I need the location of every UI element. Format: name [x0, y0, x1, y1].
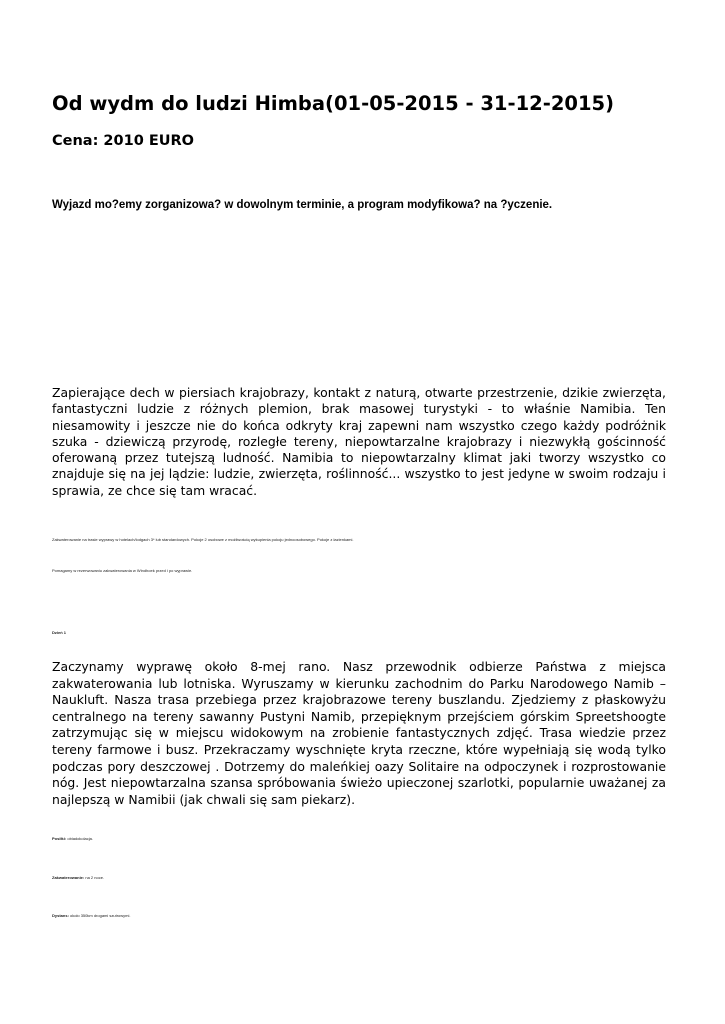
stay-value: na 2 noce.	[85, 875, 105, 880]
stay-row	[52, 875, 104, 881]
day-heading	[52, 630, 66, 636]
meals-label: Posiłki:	[52, 836, 67, 841]
stay-label: Zakwaterowanie:	[52, 875, 85, 880]
day-description: Zaczynamy wyprawę około 8-mej rano. Nasz przewodnik odbierze Państwa z miejsca zakwaterowania lub lotniska. Wyruszamy w kierunku zachodnim do Parku Narodowego Namib – Naukluft. Nasza trasa przebiega przez krajobrazowe tereny buszlandu. Zjedziemy z płaskowyżu centralnego na tereny sawanny Pustyni Namib, przepięknym przejściem górskim Spreetshoogte zatrzymując się w miejscu widokowym na zrobienie fantastycznych zdjęć. Trasa wiedzie przez tereny farmowe i busz. Przekraczamy wyschnięte kryta rzeczne, które wypełniają się wodą tylko podczas pory deszczowej . Dotrzemy do maleńkiej oazy Solitaire na odpoczynek i rozprostowanie nóg. Jest niepowtarzalna szansa spróbowania świeżo upieczonej szarlotki, popularnie uważanej za najlepszą w Namibii (jak chwali się sam piekarz).	[52, 659, 666, 807]
meals-row	[52, 836, 93, 842]
accommodation-note: Zakwaterowanie na trasie wyprawy w hotelach/lodgach 3* lub standardowych. Pokoje 2 osobowe z możliwością wykupienia pokoju jednoosobowego. Pokoje z łazienkami.	[52, 537, 354, 542]
custom-dates-note: Wyjazd mo?emy zorganizowa? w dowolnym terminie, a program modyfikowa? na ?yczenie.	[52, 199, 553, 211]
day-heading-label: Dzień 1	[52, 630, 67, 635]
intro-paragraph: Zapierające dech w piersiach krajobrazy, kontakt z naturą, otwarte przestrzenie, dzikie zwierzęta, fantastyczni ludzie z różnych plemion, brak masowej turystyki - to właśnie Namibia. Ten niesamowity i jeszcze nie do końca odkryty kraj zapewni nam wszystko czego każdy podróżnik szuka - dziewiczą przyrodę, rozległe tereny, niepowtarzalne krajobrazy i niezwykłą gościnność oferowaną przez tutejszą ludność. Namibia to niepowtarzalny klimat jaki tworzy wszystko co znajduje się na jej lądzie: ludzie, zwierzęta, roślinność... wszystko to jest jedyne w swoim rodzaju i sprawia, ze chce się tam wracać.	[52, 385, 666, 498]
trip-price: Cena: 2010 EURO	[52, 133, 195, 149]
windhoek-note: Pomagamy w rezerwowaniu zakwaterowania w Windhoek przed i po wyprawie.	[52, 568, 193, 573]
distance-row	[52, 913, 131, 919]
distance-label: Dystans:	[52, 913, 69, 918]
distance-value: około 350km drogami szutrowymi.	[70, 913, 131, 918]
meals-value: obiadokolacja.	[67, 836, 93, 841]
trip-title: Od wydm do ludzi Himba(01-05-2015 - 31-12-2015)	[52, 92, 615, 115]
